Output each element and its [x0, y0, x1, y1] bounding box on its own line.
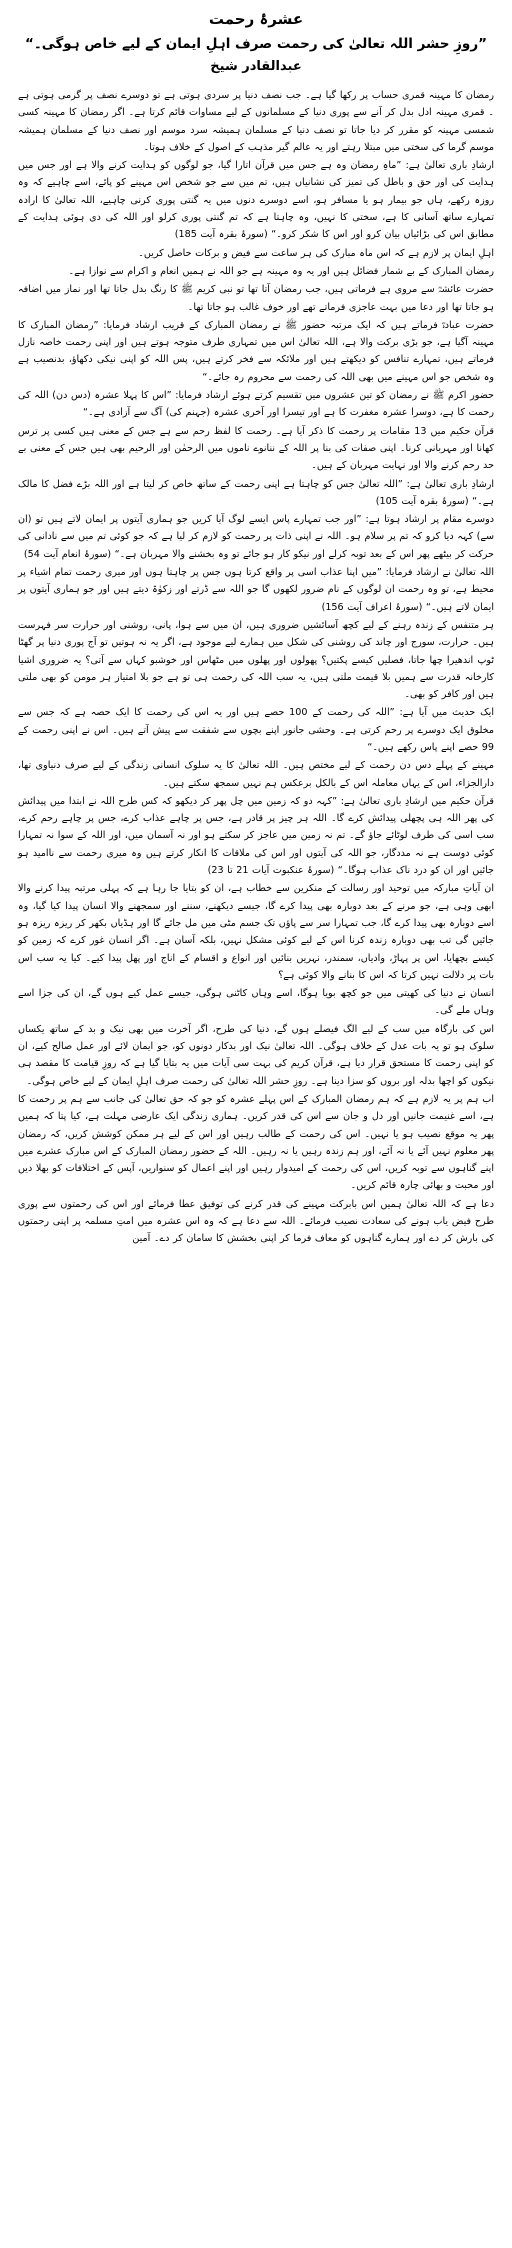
article-subtitle: ”روزِ حشر اللہ تعالیٰ کی رحمت صرف اہلِ ایمان کے لیے خاص ہوگی۔“: [25, 36, 487, 52]
paragraph: اب ہم پر یہ لازم ہے کہ ہم رمضان المبارک کے اس پہلے عشرہ کو جو کہ حق تعالیٰ کی جانب سے ہم پر رحمت کا ہے، اسے غنیمت جانیں اور دل و جان سے اس کی قدر کریں۔ ہماری زندگی ایک عارضی مہلت ہے، کیا پتا کہ ہمیں پھر یہ موقع نصیب ہو یا نہیں۔ اس کی رحمت کے طالب رہیں اور اس کے لیے ہر ممکن کوشش کریں، کہ رمضان پھر معلوم نہیں آئے یا نہ آئے، اور ہم زندہ رہیں یا نہ رہیں۔ اللہ کے حضور رمضان المبارک کے اس مبارک عشرے میں اپنے گناہوں سے توبہ کریں، اس کی رحمت کے امیدوار رہیں اور اپنے اعمال کو سنواریں، آپس کے اختلافات کو بھلا دیں اور محبت و بھائی چارہ قائم کریں۔: [18, 1093, 494, 1192]
paragraph: رمضان کا مہینہ قمری حساب پر رکھا گیا ہے۔ جب نصف دنیا پر سردی ہوتی ہے تو دوسرے نصف پر گرمی ہوتی ہے ۔ قمری مہینہ ادل بدل کر آنے سے پوری دنیا کے مسلمانوں کے لیے مساوات قائم کرتا ہے۔ اگر رمضان کا مہینہ کسی شمسی مہینہ کو مقرر کر دیا جاتا تو نصف دنیا کے مسلمان ہمیشہ سرد موسم اور نصف دنیا کے مسلمان ہمیشہ موسم گرما کی سختی میں مبتلا رہتے اور یہ عالم گیر مذہب کے اصول کے خلاف ہوتا۔: [18, 90, 494, 153]
paragraph: حضور اکرم ﷺ نے رمضان کو تین عشروں میں تقسیم کرتے ہوئے ارشاد فرمایا: ”اس کا پہلا عشرہ (دس دن) اللہ کی رحمت کا ہے، دوسرا عشرہ مغفرت کا ہے اور تیسرا اور آخری عشرہ (جہنم کی) آگ سے آزادی ہے۔“: [18, 390, 494, 419]
article-title: عشرۂ رحمت: [208, 10, 304, 28]
paragraph: انسان نے دنیا کی کھیتی میں جو کچھ بویا ہوگا، اسے وہاں کاٹنی ہوگی، جیسے عمل کیے ہوں گے، ان کی جزا اسے وہاں ملے گی۔: [18, 988, 494, 1017]
article: [9, 0, 503, 1248]
paragraph: حضرت عبادہؓ فرماتے ہیں کہ ایک مرتبہ حضور ﷺ نے رمضان المبارک کے قریب ارشاد فرمایا: ”رمضان المبارک کا مہینہ آگیا ہے، جو بڑی برکت والا ہے، اللہ تعالیٰ اس میں تمہاری طرف متوجہ ہوتے ہیں اور اپنی رحمت خاصہ نازل فرماتے ہیں، تمہارے تنافس کو دیکھتے ہیں اور ملائکہ سے فخر کرتے ہیں، پس اللہ کو اپنی نیکی دکھاؤ، بدنصیب ہے وہ شخص جو اس مہینے میں بھی اللہ کی رحمت سے محروم رہ جائے۔“: [18, 319, 494, 383]
paragraph: اہلِ ایمان پر لازم ہے کہ اس ماہ مبارک کی ہر ساعت سے فیض و برکات حاصل کریں۔: [138, 247, 494, 259]
paragraph: ارشادِ باری تعالیٰ ہے: ”اللہ تعالیٰ جس کو چاہتا ہے اپنی رحمت کے ساتھ خاص کر لیتا ہے اور اللہ بڑے فضل کا مالک ہے۔“ (سورۂ بقرہ آیت 105): [18, 478, 494, 507]
paragraph: اس کی بارگاہ میں سب کے لیے الگ فیصلے ہوں گے، دنیا کی طرح، اگر آخرت میں بھی نیک و بد کے ساتھ یکساں سلوک ہو تو یہ بات عدل کے خلاف ہوگی۔ اللہ تعالیٰ نیک اور بدکار دونوں کو، جو ایمان لائے اور عمل صالح کیے، ان کو اپنی رحمت کا مستحق قرار دیا ہے، قرآن کریم کی بہت سی آیات میں یہ بتایا گیا ہے کہ روزِ قیامت کا مقصد ہی نیکوں کو اچھا بدلہ اور بروں کو سزا دینا ہے۔ روزِ حشر اللہ تعالیٰ کی رحمت صرف اہلِ ایمان کے لیے خاص ہوگی۔: [18, 1023, 494, 1087]
article-header: [18, 8, 494, 77]
article-body: [18, 87, 494, 1248]
paragraph: مہینے کے پہلے دس دن رحمت کے لیے مختص ہیں۔ اللہ تعالیٰ کا یہ سلوک انسانی زندگی کے لیے صرف دنیاوی تھا، دارالجزاء، اس کے یہاں معاملہ اس کے بالکل برعکس ہم نہیں سمجھ سکتے ہیں۔: [18, 760, 494, 789]
paragraph: قرآن حکیم میں 13 مقامات پر رحمت کا ذکر آیا ہے۔ رحمت کا لفظ رحم سے ہے جس کے معنی ہیں کسی پر ترس کھانا اور مہربانی کرنا۔ اپنی صفات کی بنا پر اللہ کے ننانوے ناموں میں الرحمٰن اور الرحیم بھی ہیں جس کے معنی بے حد رحم کرنے والا اور نہایت مہربان کے ہیں۔: [18, 425, 494, 472]
paragraph: دعا ہے کہ اللہ تعالیٰ ہمیں اس بابرکت مہینے کی قدر کرنے کی توفیق عطا فرمائے اور اس کی رحمتوں سے پوری طرح فیض یاب ہونے کی سعادت نصیب فرمائے۔ اللہ سے دعا ہے کہ وہ اس عشرہ میں امتِ مسلمہ پر اپنی رحمتوں کی بارش کر دے اور ہمارے گناہوں کو معاف فرما کر اپنی بخشش کا سامان کر دے۔ آمین: [18, 1198, 494, 1245]
paragraph: دوسرے مقام پر ارشاد ہوتا ہے: ”اور جب تمہارے پاس ایسے لوگ آیا کریں جو ہماری آیتوں پر ایمان لاتے ہیں تو (ان سے) کہہ دیا کرو کہ تم پر سلام ہو۔ اللہ نے اپنی ذات پر رحمت کو لازم کر لیا ہے کہ جو کوئی تم میں سے نادانی کی حرکت کر بیٹھے پھر اس کے بعد توبہ کرلے اور نیکو کار ہو جائے تو وہ بخشنے والا مہربان ہے۔“ (سورۂ انعام آیت 54): [18, 514, 494, 560]
paragraph: ہر متنفس کے زندہ رہنے کے لیے کچھ آسائشیں ضروری ہیں، ان میں سے ہوا، پانی، روشنی اور حرارت سر فہرست ہیں۔ حرارت، سورج اور چاند کی روشنی کی شکل میں ہمارے لیے موجود ہے، اگر یہ نہ ہوتیں تو آج پوری دنیا پر گھٹا ٹوپ اندھیرا چھا جاتا، فصلیں کیسے پکتیں؟ پھولوں اور پھلوں میں مٹھاس اور خوشبو کہاں سے آتی؟ یہ ضروری اشیا کارخانہ قدرت سے ہمیں بلا قیمت ملتی ہیں، یہ سب اللہ کی رحمت ہی تو ہے جو بلا امتیاز ہر مومن کو بھی ملتی ہیں اور کافر کو بھی۔: [18, 619, 494, 701]
paragraph: ارشادِ باری تعالیٰ ہے: ”ماہِ رمضان وہ ہے جس میں قرآن اتارا گیا، جو لوگوں کو ہدایت کرنے والا ہے اور جس میں ہدایت کی اور حق و باطل کی تمیز کی نشانیاں ہیں، تم میں سے جو شخص اس مہینے کو پائے، اسے چاہیے کہ وہ روزہ رکھے، ہاں جو بیمار ہو یا مسافر ہو، اسے دوسرے دنوں میں یہ گنتی پوری کرنی چاہیے، اللہ تعالیٰ کا ارادہ تمہارے ساتھ آسانی کا ہے، سختی کا نہیں، وہ چاہتا ہے کہ تم گنتی پوری کرلو اور اللہ کی دی ہوئی ہدایت کے مطابق اس کی بڑائیاں بیان کرو اور اس کا شکر کرو۔“ (سورۂ بقرہ آیت 185): [18, 160, 494, 241]
paragraph: رمضان المبارک کے بے شمار فضائل ہیں اور یہ وہ مہینہ ہے جو اللہ نے ہمیں انعام و اکرام سے نوازا ہے۔: [68, 265, 494, 277]
paragraph: قرآن حکیم میں ارشادِ باری تعالیٰ ہے: ”کہہ دو کہ زمین میں چل پھر کر دیکھو کہ کس طرح اللہ نے ابتدا میں پیدائش کی پھر اللہ ہی پچھلی پیدائش کرے گا۔ اللہ ہر چیز پر قادر ہے، جس پر چاہے عذاب کرے، جس پر چاہے رحم کرے، سب اسی کی طرف لوٹائے جاؤ گے۔ تم نہ زمین میں عاجز کر سکتے ہو اور نہ آسمان میں، اور اللہ کے سوا نہ تمہارا کوئی دوست ہے نہ مددگار، جو اللہ کی آیتوں اور اس کی ملاقات کا انکار کرتے ہیں وہ میری رحمت سے ناامید ہو جائیں اور ان کو درد ناک عذاب ہوگا۔“ (سورۂ عنکبوت آیات 21 تا 23): [18, 795, 494, 877]
paragraph: حضرت عائشہؓ سے مروی ہے فرماتی ہیں، جب رمضان آتا تھا تو نبی کریم ﷺ کا رنگ بدل جاتا تھا اور نماز میں اضافہ ہو جاتا تھا اور دعا میں بہت عاجزی فرماتے تھے اور خوف غالب ہو جاتا تھا۔: [18, 284, 494, 313]
article-author: عبدالقادر شیخ: [210, 59, 302, 74]
paragraph: ایک حدیث میں آیا ہے: ”اللہ کی رحمت کے 100 حصے ہیں اور یہ اس کی رحمت کا ایک حصہ ہے کہ جس سے مخلوق ایک دوسرے پر رحم کرتی ہے۔ وحشی جانور اپنے بچوں سے شفقت سے پیش آتے ہیں۔ اس نے اپنی رحمت کے 99 حصے اپنے پاس رکھے ہیں۔“: [18, 707, 494, 753]
paragraph: ان آیاتِ مبارکہ میں توحید اور رسالت کے منکرین سے خطاب ہے، ان کو بتایا جا رہا ہے کہ پہلی مرتبہ پیدا کرنے والا ابھی وہی ہے، جو مرنے کے بعد دوبارہ بھی پیدا کرے گا، جیسے دیکھنے، سننے اور سمجھنے والا انسان پیدا کیا گیا، وہ اسے دوبارہ بھی پیدا کرے گا، جب تمہارا سر سے پاؤں تک جسم مٹی میں مل جائے گا اور ہڈیاں بکھر کر ریزہ ریزہ ہو جائیں گی تب بھی دوبارہ زندہ کرنا اس کے لیے کوئی مشکل نہیں، بلکہ آسان ہے۔ اگر انسان غور کرے کہ زمین کو کیسے بچھایا، اس پر پہاڑ، وادیاں، سمندر، نہریں بنائیں اور انواع و اقسام کے اناج اور پھل پیدا کیے۔ کیا یہ سب اس بات پر دلالت نہیں کرتا کہ اس کا بنانے والا کوئی ہے؟: [18, 883, 494, 981]
paragraph: اللہ تعالیٰ نے ارشاد فرمایا: ”میں اپنا عذاب اسی پر واقع کرتا ہوں جس پر چاہتا ہوں اور میری رحمت تمام اشیاء پر محیط ہے، تو وہ رحمت ان لوگوں کے نام ضرور لکھوں گا جو اللہ سے ڈرتے اور زکوٰۃ دیتے ہیں اور جو ہماری آیتوں پر ایمان لاتے ہیں۔“ (سورۂ اعراف آیت 156): [18, 567, 494, 613]
